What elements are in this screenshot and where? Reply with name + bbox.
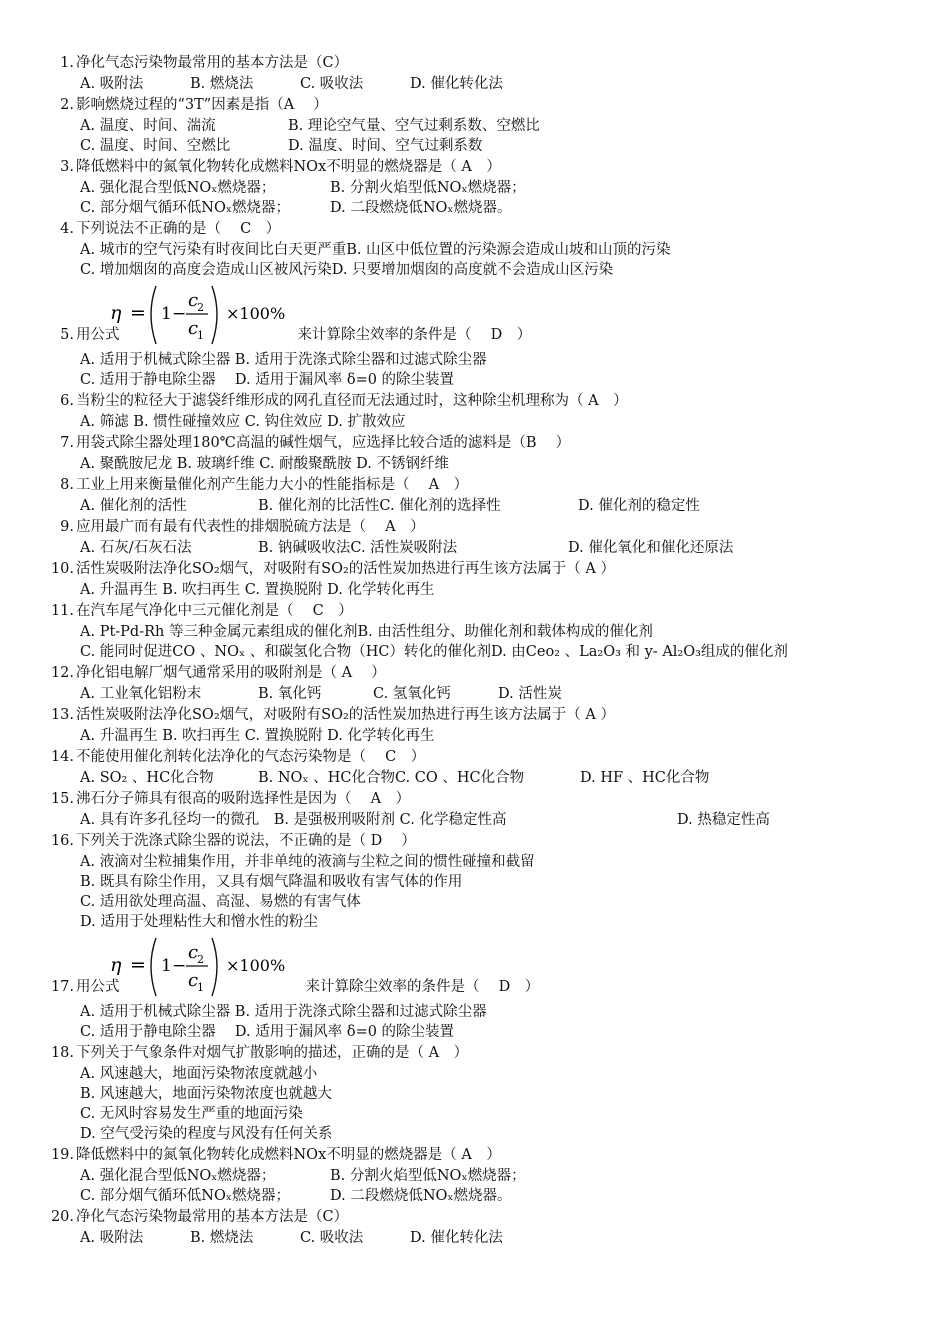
question-text: 用袋式除尘器处理180℃高温的碱性烟气，应选择比较合适的滤料是（B ） — [76, 435, 571, 451]
option-text: D. 活性炭 — [498, 686, 562, 702]
option-text: A. 温度、时间、湍流 — [80, 118, 216, 134]
formula-one: 1 — [161, 956, 172, 976]
option-text: A. 石灰/石灰石法 — [80, 540, 192, 556]
option-text: A. 城市的空气污染有时夜间比白天更严重B. 山区中低位置的污染源会造成山坡和山顶的污染 — [80, 242, 671, 258]
option-row — [0, 1002, 950, 1022]
option-row — [0, 912, 950, 932]
question-item — [0, 432, 950, 474]
question-item — [0, 52, 950, 94]
question-number: 1. — [60, 55, 74, 71]
question-text: 应用最广而有最有代表性的排烟脱硫方法是（ A ） — [76, 519, 425, 535]
formula-block — [0, 280, 950, 350]
option-row — [0, 454, 950, 474]
option-text: D. 催化转化法 — [410, 1230, 503, 1246]
option-text: A. 工业氧化铝粉末 — [80, 686, 202, 702]
question-number: 11. — [50, 603, 74, 619]
question-number: 3. — [60, 159, 74, 175]
question-text: 当粉尘的粒径大于滤袋纤维形成的网孔直径而无法通过时，这种除尘机理称为（ A ） — [76, 393, 628, 409]
option-text: A. 筛滤 B. 惯性碰撞效应 C. 钩住效应 D. 扩散效应 — [80, 414, 406, 430]
option-text: C. 氢氧化钙 — [373, 686, 451, 702]
question-stem — [0, 600, 950, 622]
question-stem — [0, 516, 950, 538]
question-number: 19. — [50, 1147, 74, 1163]
option-text: C. 部分烟气循环低NOₓ燃烧器； — [80, 1188, 291, 1204]
question-item — [0, 830, 950, 932]
question-number: 6. — [60, 393, 74, 409]
question-text: 用公式 — [76, 327, 120, 343]
option-text: B. 既具有除尘作用，又具有烟气降温和吸收有害气体的作用 — [80, 874, 463, 890]
option-row — [0, 1124, 950, 1144]
formula-eta: η — [110, 954, 122, 976]
question-stem — [0, 390, 950, 412]
option-text: A. 强化混合型低NOₓ燃烧器； — [80, 1168, 276, 1184]
question-text: 净化气态污染物最常用的基本方法是（C） — [76, 1209, 349, 1225]
question-text: 活性炭吸附法净化SO₂烟气，对吸附有SO₂的活性炭加热进行再生该方法属于（ A ） — [76, 707, 615, 723]
question-text: 用公式 — [76, 979, 120, 995]
option-text: B. 燃烧法 — [190, 1230, 254, 1246]
question-item — [0, 1206, 950, 1248]
option-text: B. NOₓ 、HC化合物C. CO 、HC化合物 — [258, 770, 525, 786]
formula-minus: − — [172, 956, 187, 976]
formula-times-100: ×100% — [226, 304, 286, 323]
option-text: C. 适用欲处理高温、高湿、易燃的有害气体 — [80, 894, 361, 910]
formula-c1-sub: 1 — [197, 981, 204, 994]
option-text: A. 聚酰胺尼龙 B. 玻璃纤维 C. 耐酸聚酰胺 D. 不锈钢纤维 — [80, 456, 450, 472]
option-text: A. 风速越大，地面污染物浓度就越小 — [80, 1066, 318, 1082]
question-number: 17. — [50, 979, 74, 995]
question-stem — [0, 558, 950, 580]
option-row — [0, 684, 950, 704]
option-text: C. 能同时促进CO 、NOₓ 、和碳氢化合物（HC）转化的催化剂D. 由Ceo₂ 、La₂O₃ 和 y- Al₂O₃组成的催化剂 — [80, 644, 788, 660]
option-text: C. 适用于静电除尘器 D. 适用于漏风率 δ=0 的除尘装置 — [80, 372, 455, 388]
formula-c2: c — [188, 942, 199, 963]
question-number: 15. — [50, 791, 74, 807]
question-item — [0, 662, 950, 704]
question-number: 16. — [50, 833, 74, 849]
option-text: C. 吸收法 — [300, 1230, 364, 1246]
option-row — [0, 872, 950, 892]
question-number: 18. — [50, 1045, 74, 1061]
question-item — [0, 704, 950, 746]
question-item — [0, 94, 950, 156]
option-row — [0, 768, 950, 788]
question-item — [0, 390, 950, 432]
option-row — [0, 412, 950, 432]
option-row — [0, 240, 950, 260]
question-text: 沸石分子筛具有很高的吸附选择性是因为（ A ） — [76, 791, 411, 807]
question-list — [0, 52, 950, 1248]
option-text: D. 催化转化法 — [410, 76, 503, 92]
option-text: A. 具有许多孔径均一的微孔 B. 是强极刑吸附剂 C. 化学稳定性高 — [80, 812, 507, 828]
question-text: 影响燃烧过程的“3T”因素是指（A ） — [76, 97, 328, 113]
option-text: C. 无风时容易发生严重的地面污染 — [80, 1106, 303, 1122]
option-text: A. 升温再生 B. 吹扫再生 C. 置换脱附 D. 化学转化再生 — [80, 582, 435, 598]
option-text: D. 空气受污染的程度与风没有任何关系 — [80, 1126, 333, 1142]
formula-c2-sub: 2 — [197, 953, 204, 966]
option-text: B. 燃烧法 — [190, 76, 254, 92]
option-row — [0, 370, 950, 390]
question-item — [0, 932, 950, 1042]
option-row — [0, 496, 950, 516]
option-text: C. 增加烟囱的高度会造成山区被风污染D. 只要增加烟囱的高度就不会造成山区污染 — [80, 262, 614, 278]
question-number: 20. — [50, 1209, 74, 1225]
option-row — [0, 580, 950, 600]
option-row — [0, 852, 950, 872]
option-text: A. 强化混合型低NOₓ燃烧器； — [80, 180, 276, 196]
option-text: A. 液滴对尘粒捕集作用，并非单纯的液滴与尘粒之间的惯性碰撞和截留 — [80, 854, 535, 870]
question-stem — [0, 432, 950, 454]
option-row — [0, 1084, 950, 1104]
option-row — [0, 178, 950, 198]
question-stem — [0, 94, 950, 116]
question-stem — [0, 830, 950, 852]
question-item — [0, 1144, 950, 1206]
question-text: 降低燃料中的氮氧化物转化成燃料NOx不明显的燃烧器是（ A ） — [76, 159, 501, 175]
formula-times-100: ×100% — [226, 956, 286, 975]
formula-one: 1 — [161, 304, 172, 324]
question-stem — [0, 662, 950, 684]
question-text: 净化气态污染物最常用的基本方法是（C） — [76, 55, 349, 71]
question-stem — [0, 1042, 950, 1064]
option-row — [0, 1064, 950, 1084]
question-text: 下列说法不正确的是（ C ） — [76, 221, 281, 237]
question-number: 2. — [60, 97, 74, 113]
option-row — [0, 1104, 950, 1124]
question-item — [0, 516, 950, 558]
question-item — [0, 218, 950, 280]
option-text: A. 吸附法 — [80, 1230, 144, 1246]
option-text: B. 分割火焰型低NOₓ燃烧器； — [330, 180, 526, 196]
question-item — [0, 280, 950, 390]
question-text: 在汽车尾气净化中三元催化剂是（ C ） — [76, 603, 353, 619]
option-row — [0, 136, 950, 156]
option-text: C. 适用于静电除尘器 D. 适用于漏风率 δ=0 的除尘装置 — [80, 1024, 455, 1040]
question-number: 13. — [50, 707, 74, 723]
option-text: A. 吸附法 — [80, 76, 144, 92]
question-text: 下列关于气象条件对烟气扩散影响的描述，正确的是（ A ） — [76, 1045, 469, 1061]
option-text: D. 温度、时间、空气过剩系数 — [288, 138, 483, 154]
question-text: 降低燃料中的氮氧化物转化成燃料NOx不明显的燃烧器是（ A ） — [76, 1147, 501, 1163]
question-text: 净化铝电解厂烟气通常采用的吸附剂是（ A ） — [76, 665, 386, 681]
question-stem — [0, 1144, 950, 1166]
option-row — [0, 74, 950, 94]
question-text-continued: 来计算除尘效率的条件是（ D ） — [297, 327, 532, 343]
formula-minus: − — [172, 304, 187, 324]
option-row — [0, 1228, 950, 1248]
question-number: 9. — [60, 519, 74, 535]
option-text: D. 催化剂的稳定性 — [578, 498, 700, 514]
formula-eta: η — [110, 302, 122, 324]
question-stem — [0, 324, 900, 346]
question-item — [0, 1042, 950, 1144]
formula-c2: c — [188, 290, 199, 311]
option-row — [0, 116, 950, 136]
option-row — [0, 198, 950, 218]
question-item — [0, 558, 950, 600]
option-row — [0, 892, 950, 912]
formula-c2-sub: 2 — [197, 301, 204, 314]
question-stem — [0, 746, 950, 768]
question-number: 4. — [60, 221, 74, 237]
option-text: B. 分割火焰型低NOₓ燃烧器； — [330, 1168, 526, 1184]
question-item — [0, 156, 950, 218]
question-stem — [0, 52, 950, 74]
question-text: 工业上用来衡量催化剂产生能力大小的性能指标是（ A ） — [76, 477, 469, 493]
option-text: D. HF 、HC化合物 — [580, 770, 710, 786]
option-row — [0, 538, 950, 558]
option-text: D. 适用于处理粘性大和憎水性的粉尘 — [80, 914, 318, 930]
question-text-continued: 来计算除尘效率的条件是（ D ） — [305, 979, 540, 995]
question-item — [0, 788, 950, 830]
option-text: D. 催化氧化和催化还原法 — [568, 540, 734, 556]
formula-block — [0, 932, 950, 1002]
formula-equals: = — [130, 954, 146, 976]
question-text: 下列关于洗涤式除尘器的说法，不正确的是（ D ） — [76, 833, 416, 849]
question-item — [0, 600, 950, 662]
formula-equals: = — [130, 302, 146, 324]
option-row — [0, 622, 950, 642]
option-text: A. 适用于机械式除尘器 B. 适用于洗涤式除尘器和过滤式除尘器 — [80, 352, 487, 368]
option-text: B. 理论空气量、空气过剩系数、空燃比 — [288, 118, 540, 134]
option-row — [0, 1186, 950, 1206]
question-number: 7. — [60, 435, 74, 451]
option-text: A. 适用于机械式除尘器 B. 适用于洗涤式除尘器和过滤式除尘器 — [80, 1004, 487, 1020]
option-row — [0, 642, 950, 662]
question-number: 10. — [50, 561, 74, 577]
option-text: B. 氧化钙 — [258, 686, 322, 702]
option-text: A. 升温再生 B. 吹扫再生 C. 置换脱附 D. 化学转化再生 — [80, 728, 435, 744]
question-stem — [0, 156, 950, 178]
option-text: D. 二段燃烧低NOₓ燃烧器。 — [330, 200, 512, 216]
question-item — [0, 746, 950, 788]
option-text: A. 催化剂的活性 — [80, 498, 187, 514]
option-row — [0, 810, 950, 830]
question-number: 8. — [60, 477, 74, 493]
question-stem — [0, 788, 950, 810]
question-stem — [0, 474, 950, 496]
option-row — [0, 1166, 950, 1186]
question-stem — [0, 976, 900, 998]
question-number: 14. — [50, 749, 74, 765]
question-stem — [0, 218, 950, 240]
option-text: C. 吸收法 — [300, 76, 364, 92]
question-number: 5. — [60, 327, 74, 343]
option-text: C. 部分烟气循环低NOₓ燃烧器； — [80, 200, 291, 216]
option-row — [0, 1022, 950, 1042]
formula-c1-sub: 1 — [197, 329, 204, 342]
formula-c1: c — [188, 318, 199, 339]
option-text: D. 热稳定性高 — [677, 812, 770, 828]
question-item — [0, 474, 950, 516]
question-stem — [0, 1206, 950, 1228]
option-text: B. 钠碱吸收法C. 活性炭吸附法 — [258, 540, 458, 556]
question-number: 12. — [50, 665, 74, 681]
option-row — [0, 260, 950, 280]
option-row — [0, 726, 950, 746]
option-row — [0, 350, 950, 370]
option-text: A. SO₂ 、HC化合物 — [80, 770, 214, 786]
question-text: 不能使用催化剂转化法净化的气态污染物是（ C ） — [76, 749, 426, 765]
question-stem — [0, 704, 950, 726]
question-text: 活性炭吸附法净化SO₂烟气，对吸附有SO₂的活性炭加热进行再生该方法属于（ A ） — [76, 561, 615, 577]
option-text: A. Pt-Pd-Rh 等三种金属元素组成的催化剂B. 由活性组分、助催化剂和载体构成的催化剂 — [80, 624, 653, 640]
option-text: B. 风速越大，地面污染物浓度也就越大 — [80, 1086, 332, 1102]
formula-c1: c — [188, 970, 199, 991]
option-text: C. 温度、时间、空燃比 — [80, 138, 231, 154]
option-text: B. 催化剂的比活性C. 催化剂的选择性 — [258, 498, 501, 514]
option-text: D. 二段燃烧低NOₓ燃烧器。 — [330, 1188, 512, 1204]
